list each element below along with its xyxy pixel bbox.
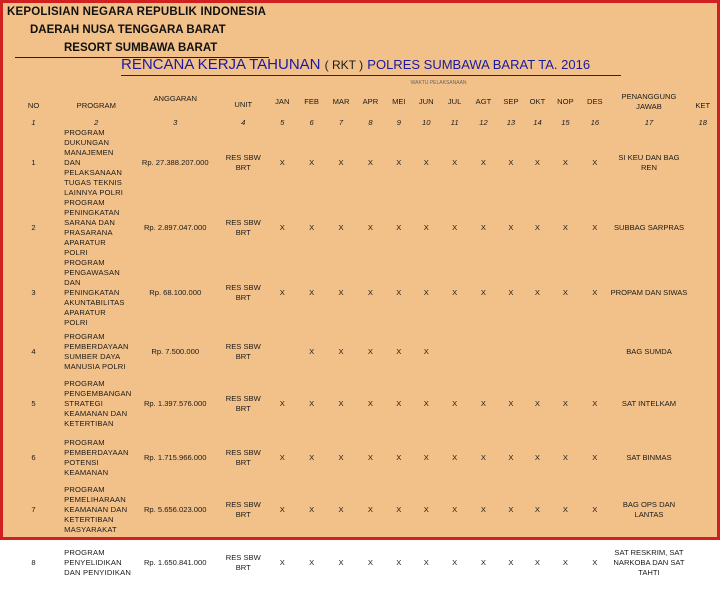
column-header: NO bbox=[27, 101, 40, 110]
month-cell: X bbox=[480, 158, 486, 167]
column-number: 2 bbox=[94, 117, 99, 127]
month-cell: X bbox=[338, 505, 344, 514]
month-cell: X bbox=[309, 505, 315, 514]
month-cell: X bbox=[423, 223, 429, 232]
column-number: 8 bbox=[368, 117, 373, 127]
column-header: DES bbox=[587, 97, 603, 106]
schedule-caption-row bbox=[6, 79, 717, 87]
month-cell: X bbox=[534, 558, 540, 567]
row-number: 6 bbox=[31, 453, 36, 462]
row-number: 5 bbox=[31, 399, 36, 408]
unit-cell: RES SBW BRT bbox=[225, 153, 261, 172]
rkt-table bbox=[6, 79, 717, 590]
month-cell: X bbox=[423, 399, 429, 408]
month-cell: X bbox=[309, 223, 315, 232]
month-cell: X bbox=[562, 558, 568, 567]
month-cell: X bbox=[592, 505, 598, 514]
row-number: 4 bbox=[31, 347, 36, 356]
budget-cell: Rp. 1.650.841.000 bbox=[143, 558, 207, 567]
unit-cell: RES SBW BRT bbox=[225, 553, 261, 572]
column-number: 16 bbox=[590, 117, 600, 127]
month-cell: X bbox=[534, 505, 540, 514]
remarks-cell bbox=[688, 198, 717, 258]
month-cell: X bbox=[309, 288, 315, 297]
month-cell bbox=[524, 328, 551, 376]
month-cell: X bbox=[279, 453, 285, 462]
column-header: PROGRAM bbox=[76, 101, 116, 110]
column-number: 10 bbox=[422, 117, 431, 127]
month-cell: X bbox=[367, 453, 373, 462]
table-row bbox=[6, 536, 717, 590]
month-cell: X bbox=[452, 158, 458, 167]
month-cell: X bbox=[452, 505, 458, 514]
month-cell: X bbox=[562, 223, 568, 232]
month-cell: X bbox=[338, 158, 344, 167]
month-cell: X bbox=[480, 399, 486, 408]
month-cell: X bbox=[592, 399, 598, 408]
responsible-cell: PROPAM DAN SIWAS bbox=[610, 288, 688, 297]
month-cell: X bbox=[508, 453, 514, 462]
budget-cell: Rp. 5.656.023.000 bbox=[143, 505, 207, 514]
month-cell: X bbox=[452, 453, 458, 462]
month-cell: X bbox=[279, 558, 285, 567]
column-number: 12 bbox=[479, 117, 488, 127]
month-cell: X bbox=[480, 288, 486, 297]
column-header: AGT bbox=[475, 97, 492, 106]
month-cell: X bbox=[592, 558, 598, 567]
unit-cell: RES SBW BRT bbox=[225, 394, 261, 413]
responsible-cell: SUBBAG SARPRAS bbox=[613, 223, 685, 232]
month-cell: X bbox=[338, 399, 344, 408]
column-number: 7 bbox=[338, 117, 344, 127]
responsible-cell: SAT INTELKAM bbox=[621, 399, 677, 408]
column-header: PENANGGUNG JAWAB bbox=[621, 92, 677, 111]
program-cell: PROGRAM DUKUNGAN MANAJEMEN DAN PELAKSANAAN TUGAS TEKNIS LAINNYA POLRI bbox=[64, 128, 124, 197]
column-number: 14 bbox=[533, 117, 542, 127]
remarks-cell bbox=[688, 484, 717, 536]
title-underline bbox=[121, 75, 621, 76]
table-row bbox=[6, 328, 717, 376]
remarks-cell bbox=[688, 432, 717, 484]
month-cell: X bbox=[396, 347, 402, 356]
column-number: 6 bbox=[309, 117, 314, 127]
month-cell: X bbox=[534, 158, 540, 167]
month-cell: X bbox=[309, 453, 315, 462]
column-number: 15 bbox=[561, 117, 570, 127]
month-cell: X bbox=[534, 288, 540, 297]
month-cell: X bbox=[396, 158, 402, 167]
column-number: 5 bbox=[280, 117, 285, 127]
month-cell: X bbox=[534, 399, 540, 408]
month-cell: X bbox=[508, 505, 514, 514]
column-number: 1 bbox=[31, 117, 36, 127]
month-cell bbox=[469, 328, 497, 376]
month-cell: X bbox=[480, 558, 486, 567]
month-cell: X bbox=[423, 288, 429, 297]
column-header: OKT bbox=[529, 97, 546, 106]
month-cell: X bbox=[508, 158, 514, 167]
schedule-caption: WAKTU PELAKSANAAN bbox=[410, 80, 467, 86]
program-cell: PROGRAM PEMBERDAYAAN SUMBER DAYA MANUSIA POLRI bbox=[64, 332, 129, 371]
month-cell bbox=[268, 328, 297, 376]
month-cell: X bbox=[338, 558, 344, 567]
month-cell: X bbox=[367, 288, 373, 297]
program-cell: PROGRAM PENINGKATAN SARANA DAN PRASARANA APARATUR POLRI bbox=[64, 198, 120, 257]
month-cell: X bbox=[367, 558, 373, 567]
table-row bbox=[6, 198, 717, 258]
month-cell: X bbox=[534, 453, 540, 462]
month-cell: X bbox=[367, 223, 373, 232]
month-cell bbox=[498, 328, 525, 376]
table-row bbox=[6, 376, 717, 432]
responsible-cell: BAG SUMDA bbox=[626, 347, 672, 356]
month-cell: X bbox=[592, 223, 598, 232]
month-cell: X bbox=[592, 158, 598, 167]
budget-cell: Rp. 27.388.207.000 bbox=[141, 158, 209, 167]
month-cell: X bbox=[396, 288, 402, 297]
title-abbr: ( RKT ) bbox=[324, 58, 364, 72]
budget-cell: Rp. 68.100.000 bbox=[149, 288, 202, 297]
budget-cell: Rp. 1.397.576.000 bbox=[143, 399, 207, 408]
header-line-1: KEPOLISIAN NEGARA REPUBLIK INDONESIA bbox=[7, 6, 267, 18]
column-header: JAN bbox=[275, 97, 290, 106]
program-cell: PROGRAM PENGAWASAN DAN PENINGKATAN AKUNTABILITAS APARATUR POLRI bbox=[64, 258, 125, 327]
title-sub: POLRES SUMBAWA BARAT TA. 2016 bbox=[367, 57, 591, 72]
unit-cell: RES SBW BRT bbox=[225, 283, 261, 302]
row-number: 8 bbox=[31, 558, 36, 567]
month-cell: X bbox=[423, 158, 429, 167]
month-cell: X bbox=[452, 223, 458, 232]
column-header-row bbox=[6, 87, 717, 117]
table-row bbox=[6, 258, 717, 328]
month-cell: X bbox=[279, 158, 285, 167]
month-cell: X bbox=[396, 223, 402, 232]
unit-cell: RES SBW BRT bbox=[225, 342, 261, 361]
month-cell: X bbox=[423, 505, 429, 514]
month-cell: X bbox=[508, 399, 514, 408]
program-cell: PROGRAM PENYELIDIKAN DAN PENYIDIKAN bbox=[64, 548, 132, 577]
month-cell: X bbox=[480, 453, 486, 462]
column-header: UNIT bbox=[234, 100, 253, 109]
month-cell bbox=[580, 328, 609, 376]
column-number: 17 bbox=[644, 117, 654, 127]
responsible-cell: SAT RESKRIM, SAT NARKOBA DAN SAT TAHTI bbox=[613, 548, 685, 577]
column-number: 18 bbox=[698, 117, 707, 127]
month-cell: X bbox=[279, 399, 285, 408]
row-number: 3 bbox=[31, 288, 36, 297]
responsible-cell: SAT BINMAS bbox=[626, 453, 672, 462]
column-number: 3 bbox=[173, 117, 178, 127]
month-cell: X bbox=[396, 558, 402, 567]
table-row bbox=[6, 128, 717, 198]
month-cell: X bbox=[309, 399, 315, 408]
month-cell: X bbox=[592, 288, 598, 297]
column-number: 13 bbox=[506, 117, 516, 127]
column-header: JUL bbox=[447, 97, 462, 106]
month-cell: X bbox=[508, 288, 514, 297]
remarks-cell bbox=[688, 536, 717, 590]
remarks-cell bbox=[688, 258, 717, 328]
month-cell: X bbox=[396, 453, 402, 462]
remarks-cell bbox=[688, 128, 717, 198]
month-cell: X bbox=[338, 347, 344, 356]
column-number-row bbox=[6, 117, 717, 128]
column-number: 4 bbox=[241, 117, 246, 127]
budget-cell: Rp. 1.715.966.000 bbox=[143, 453, 207, 462]
month-cell: X bbox=[423, 558, 429, 567]
column-header: SEP bbox=[503, 97, 519, 106]
month-cell: X bbox=[338, 288, 344, 297]
unit-cell: RES SBW BRT bbox=[225, 448, 261, 467]
month-cell: X bbox=[309, 347, 315, 356]
month-cell: X bbox=[396, 399, 402, 408]
month-cell: X bbox=[452, 558, 458, 567]
row-number: 1 bbox=[31, 158, 36, 167]
month-cell: X bbox=[309, 558, 315, 567]
month-cell: X bbox=[423, 453, 429, 462]
column-header: MEI bbox=[392, 97, 406, 106]
row-number: 7 bbox=[31, 505, 36, 514]
month-cell: X bbox=[279, 223, 285, 232]
column-header: ANGGARAN bbox=[153, 94, 197, 103]
month-cell: X bbox=[367, 505, 373, 514]
column-header: MAR bbox=[332, 97, 350, 106]
month-cell: X bbox=[562, 158, 568, 167]
month-cell: X bbox=[367, 158, 373, 167]
month-cell bbox=[440, 328, 469, 376]
column-header: FEB bbox=[304, 97, 319, 106]
row-number: 2 bbox=[31, 223, 36, 232]
month-cell: X bbox=[309, 158, 315, 167]
column-header: APR bbox=[362, 97, 379, 106]
month-cell: X bbox=[480, 505, 486, 514]
column-number: 9 bbox=[396, 117, 401, 127]
table-body bbox=[6, 128, 717, 590]
title-main: RENCANA KERJA TAHUNAN bbox=[121, 56, 321, 73]
header-line-3: RESORT SUMBAWA BARAT bbox=[64, 42, 218, 54]
month-cell: X bbox=[452, 288, 458, 297]
column-header: NOP bbox=[557, 97, 574, 106]
month-cell: X bbox=[562, 505, 568, 514]
program-cell: PROGRAM PENGEMBANGAN STRATEGI KEAMANAN DAN KETERTIBAN bbox=[64, 379, 132, 428]
month-cell: X bbox=[423, 347, 429, 356]
unit-cell: RES SBW BRT bbox=[225, 218, 261, 237]
column-header: KET bbox=[695, 101, 711, 110]
month-cell: X bbox=[279, 505, 285, 514]
month-cell: X bbox=[508, 558, 514, 567]
header-line-2: DAERAH NUSA TENGGARA BARAT bbox=[30, 24, 226, 36]
unit-cell: RES SBW BRT bbox=[225, 500, 261, 519]
month-cell: X bbox=[480, 223, 486, 232]
program-cell: PROGRAM PEMBERDAYAAN POTENSI KEAMANAN bbox=[64, 438, 129, 477]
month-cell: X bbox=[367, 347, 373, 356]
month-cell: X bbox=[534, 223, 540, 232]
month-cell: X bbox=[508, 223, 514, 232]
month-cell: X bbox=[562, 288, 568, 297]
remarks-cell bbox=[688, 328, 717, 376]
program-cell: PROGRAM PEMELIHARAAN KEAMANAN DAN KETERTIBAN MASYARAKAT bbox=[64, 485, 128, 534]
budget-cell: Rp. 2.897.047.000 bbox=[143, 223, 207, 232]
page-title bbox=[121, 56, 590, 73]
month-cell: X bbox=[338, 223, 344, 232]
budget-cell: Rp. 7.500.000 bbox=[151, 347, 200, 356]
month-cell: X bbox=[562, 453, 568, 462]
column-header: JUN bbox=[418, 97, 434, 106]
table-row bbox=[6, 484, 717, 536]
month-cell: X bbox=[367, 399, 373, 408]
month-cell: X bbox=[452, 399, 458, 408]
month-cell bbox=[551, 328, 580, 376]
month-cell: X bbox=[562, 399, 568, 408]
responsible-cell: BAG OPS DAN LANTAS bbox=[622, 500, 676, 519]
month-cell: X bbox=[592, 453, 598, 462]
month-cell: X bbox=[338, 453, 344, 462]
month-cell: X bbox=[279, 288, 285, 297]
remarks-cell bbox=[688, 376, 717, 432]
responsible-cell: SI KEU DAN BAG REN bbox=[618, 153, 680, 172]
column-number: 11 bbox=[450, 117, 459, 127]
month-cell: X bbox=[396, 505, 402, 514]
table-row bbox=[6, 432, 717, 484]
